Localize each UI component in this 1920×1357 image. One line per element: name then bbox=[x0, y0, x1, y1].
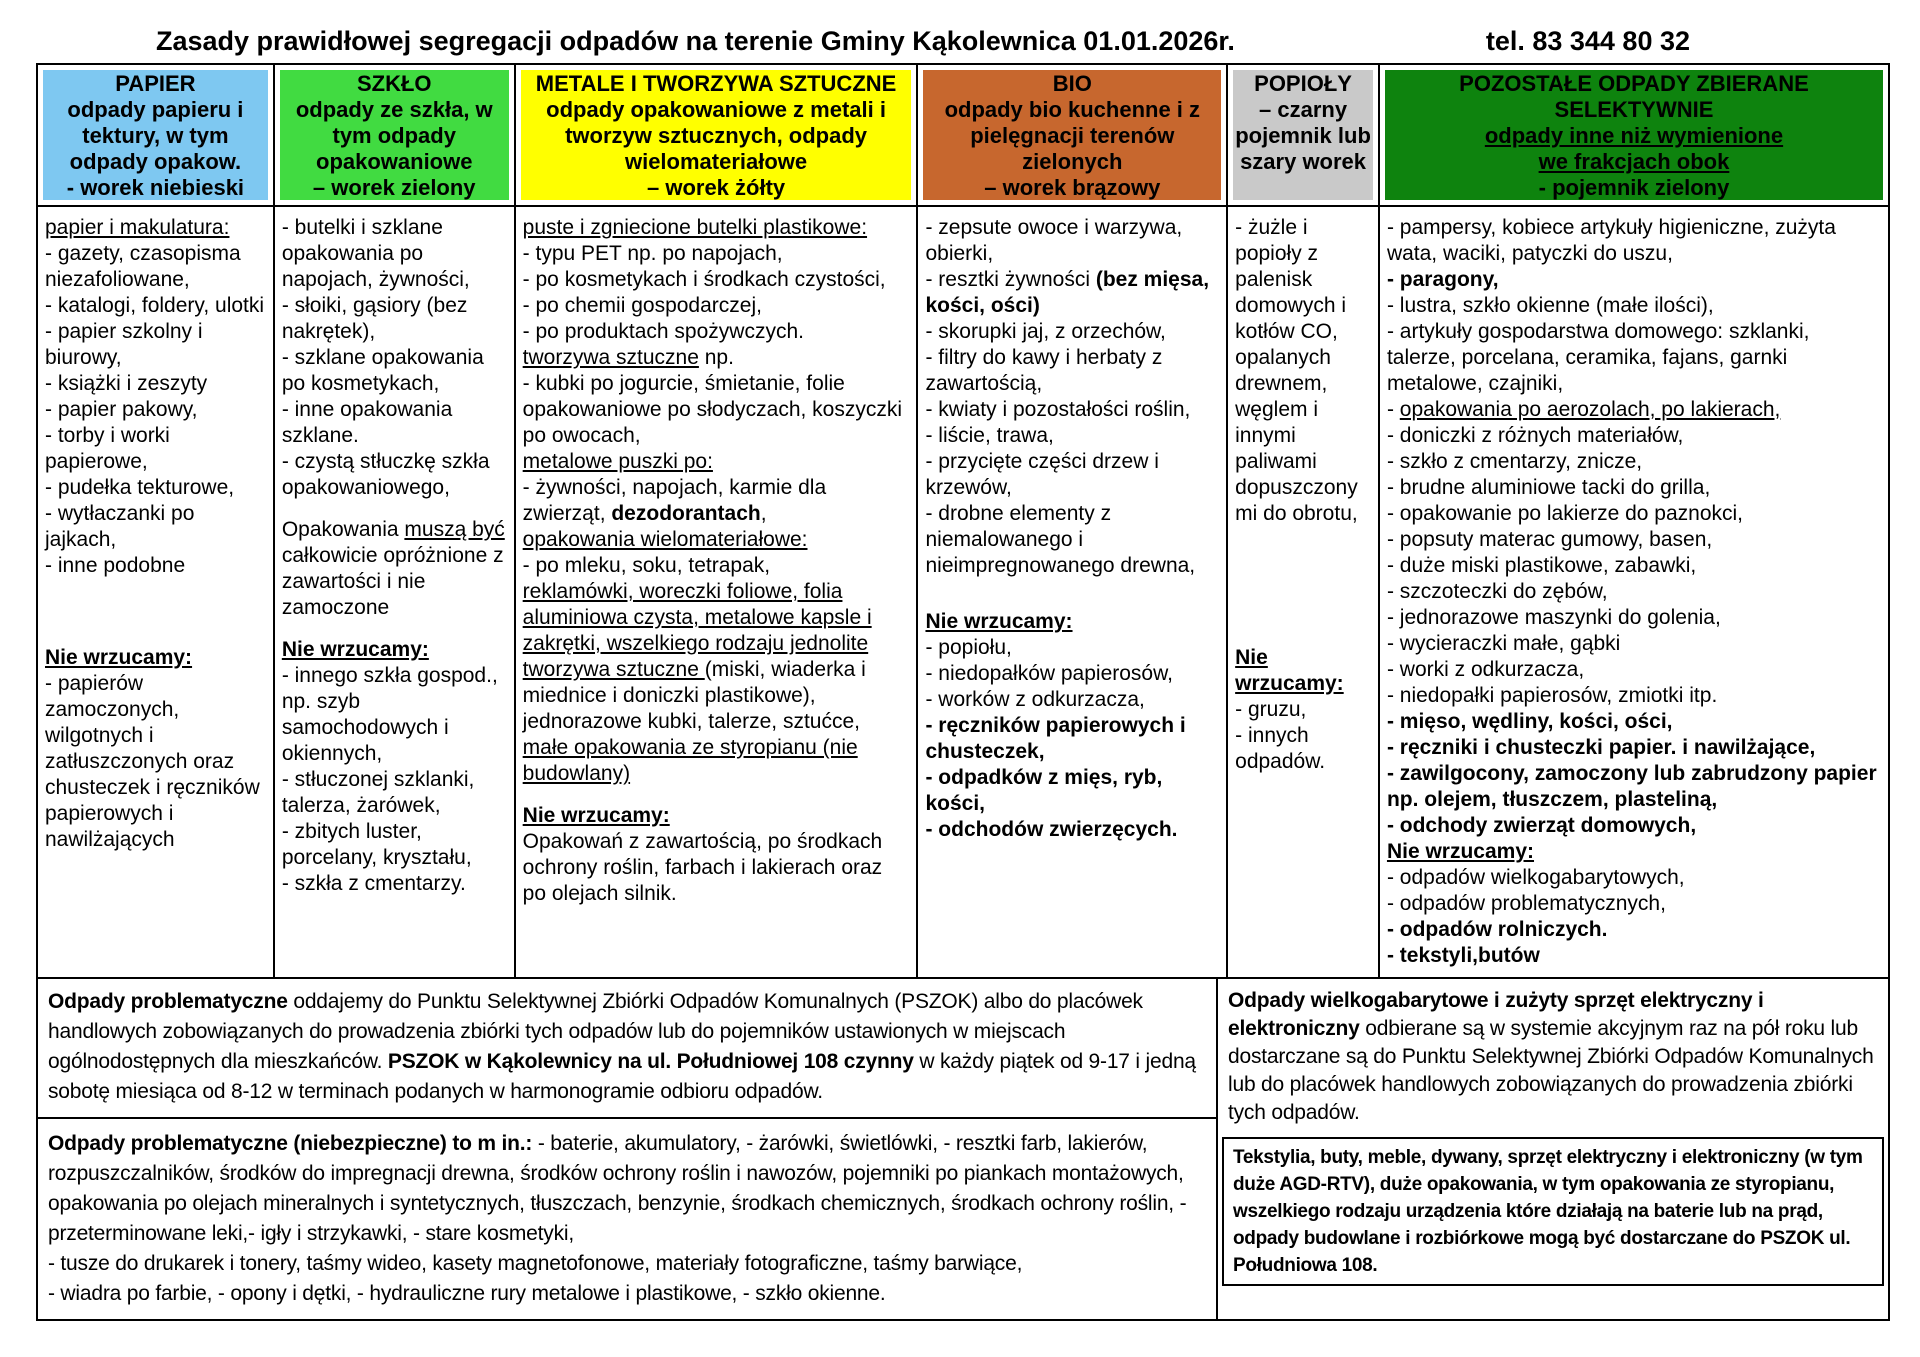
list-item: metalowe puszki po: bbox=[522, 450, 713, 473]
list-item: - mięso, wędliny, kości, ości, bbox=[1386, 710, 1673, 733]
list-item: - odchodów zwierzęcych. bbox=[925, 818, 1178, 841]
list-item: opakowania wielomateriałowe: bbox=[522, 528, 808, 551]
list-item: - ręczników papierowych i chusteczek, bbox=[925, 714, 1186, 763]
column-body-bio bbox=[918, 207, 1228, 977]
list-item: - papierów zamoczonych, wilgotnych i zatłuszczonych oraz chusteczek i ręczników papierowych i nawilżających bbox=[45, 672, 260, 851]
list-item: Nie wrzucamy: bbox=[45, 646, 193, 669]
list-item: - katalogi, foldery, ulotki bbox=[45, 294, 265, 317]
list-item: Odpady problematyczne (niebezpieczne) to m in.: - baterie, akumulatory, - żarówki, świetlówki, - resztki farb, lakierów, rozpuszczalników, środków do impregnacji drewna, środków ochrony roślin i nawozów, pojemniki po piankach montażowych, opakowania po olejach mineralnych i syntetycznych, tłuszczach, benzynie, środkach chemicznych, środkach ochrony roślin, - przeterminowane leki,- igły i strzykawki, - stare kosmetyki, bbox=[48, 1132, 1187, 1245]
bottom-left-section bbox=[38, 979, 1218, 1319]
list-item: - torby i worki papierowe, bbox=[45, 424, 170, 473]
list-item: tworzywa sztuczne np. bbox=[522, 346, 734, 369]
column-body-metale bbox=[516, 207, 919, 977]
column-header-box-bio bbox=[923, 70, 1221, 200]
list-item: - po mleku, soku, tetrapak, bbox=[522, 554, 771, 577]
list-item: Opakowań z zawartością, po środkach ochrony roślin, farbach i lakierach oraz po olejach silnik. bbox=[522, 830, 883, 905]
list-item: - opakowanie po lakierze do paznokci, bbox=[1386, 502, 1743, 525]
column-header-bio bbox=[918, 65, 1228, 205]
list-item: - tekstyli,butów bbox=[1386, 944, 1540, 967]
list-item: - stłuczonej szklanki, talerza, żarówek, bbox=[281, 768, 475, 817]
list-item: - resztki żywności (bez mięsa, kości, ości) bbox=[925, 268, 1210, 317]
list-item: - odchody zwierząt domowych, bbox=[1386, 814, 1697, 837]
list-item: - szczoteczki do zębów, bbox=[1386, 580, 1608, 603]
column-header-szklo bbox=[275, 65, 516, 205]
list-item: - drobne elementy z niemalowanego i nieimpregnowanego drewna, bbox=[925, 502, 1196, 577]
list-item: - doniczki z różnych materiałów, bbox=[1386, 424, 1684, 447]
list-item: odpady opakowaniowe z metali i tworzyw sztucznych, odpady wielomateriałowe bbox=[546, 97, 886, 174]
list-item: - po kosmetykach i środkach czystości, bbox=[522, 268, 886, 291]
list-item: - szklane opakowania po kosmetykach, bbox=[281, 346, 484, 395]
list-item: odpady bio kuchenne i z pielęgnacji terenów zielonych bbox=[944, 97, 1201, 174]
list-item: - tusze do drukarek i tonery, taśmy wideo, kasety magnetofonowe, materiały fotograficzne, taśmy barwiące, bbox=[48, 1252, 1023, 1275]
list-item: - niedopałki papierosów, zmiotki itp. bbox=[1386, 684, 1718, 707]
list-item: odpady papieru i tektury, w tym odpady opakow. bbox=[67, 97, 244, 174]
list-item: - lustra, szkło okienne (małe ilości), bbox=[1386, 294, 1714, 317]
list-item: - liście, trawa, bbox=[925, 424, 1054, 447]
column-body-szklo bbox=[275, 207, 516, 977]
list-item: we frakcjach obok bbox=[1538, 149, 1730, 174]
list-item: - przycięte części drzew i krzewów, bbox=[925, 450, 1159, 499]
list-item: - kubki po jogurcie, śmietanie, folie opakowaniowe po słodyczach, koszyczki po owocach, bbox=[522, 372, 903, 447]
list-item: - zepsute owoce i warzywa, obierki, bbox=[925, 216, 1183, 265]
spacer bbox=[282, 621, 508, 637]
list-item: - innego szkła gospod., np. szyb samochodowych i okiennych, bbox=[281, 664, 498, 765]
column-body-papier bbox=[38, 207, 275, 977]
list-item: – worek żółty bbox=[646, 175, 786, 200]
list-item: - wytłaczanki po jajkach, bbox=[45, 502, 195, 551]
segregation-table bbox=[36, 63, 1890, 1321]
list-item: - czystą stłuczkę szkła opakowaniowego, bbox=[281, 450, 490, 499]
column-header-box-metale bbox=[521, 70, 912, 200]
list-item: - pampersy, kobiece artykuły higieniczne, zużyta wata, waciki, patyczki do uszu, bbox=[1386, 216, 1836, 265]
list-item: - zawilgocony, zamoczony lub zabrudzony papier np. olejem, tłuszczem, plasteliną, bbox=[1386, 762, 1877, 811]
list-item: - zbitych luster, porcelany, kryształu, bbox=[281, 820, 472, 869]
list-item: - gazety, czasopisma niezafoliowane, bbox=[45, 242, 241, 291]
title-row bbox=[36, 26, 1890, 63]
list-item: METALE I TWORZYWA SZTUCZNE bbox=[535, 71, 897, 96]
list-item: - popiołu, bbox=[925, 636, 1012, 659]
list-item: POZOSTAŁE ODPADY ZBIERANE bbox=[1459, 71, 1809, 96]
list-item: - szkła z cmentarzy. bbox=[281, 872, 466, 895]
list-item: - worek niebieski bbox=[66, 175, 245, 200]
list-item: PAPIER bbox=[115, 71, 196, 96]
list-item: - żywności, napojach, karmie dla zwierząt, dezodorantach, bbox=[522, 476, 827, 525]
list-item: SELEKTYWNIE bbox=[1554, 97, 1714, 122]
table-body-row bbox=[38, 207, 1888, 977]
list-item: Nie wrzucamy: bbox=[522, 804, 670, 827]
list-item: Nie wrzucamy: bbox=[925, 610, 1073, 633]
list-item: - butelki i szklane opakowania po napojach, żywności, bbox=[281, 216, 470, 291]
list-item: - książki i zeszyty bbox=[45, 372, 208, 395]
phone-number: tel. 83 344 80 32 bbox=[1485, 26, 1690, 56]
column-header-papier bbox=[38, 65, 275, 205]
list-item: - innych odpadów. bbox=[1235, 724, 1326, 773]
spacer bbox=[925, 579, 1220, 609]
list-item: Nie wrzucamy: bbox=[1386, 840, 1535, 863]
list-item: - pojemnik zielony bbox=[1538, 175, 1730, 200]
list-item: - kwiaty i pozostałości roślin, bbox=[925, 398, 1191, 421]
bottom-right-section bbox=[1218, 979, 1888, 1319]
list-item: BIO bbox=[1052, 71, 1092, 96]
list-item: - inne opakowania szklane. bbox=[281, 398, 453, 447]
list-item: - jednorazowe maszynki do golenia, bbox=[1386, 606, 1721, 629]
list-item: - odpadów problematycznych, bbox=[1386, 892, 1666, 915]
list-item: - opakowania po aerozolach, po lakierach, bbox=[1386, 398, 1781, 421]
column-header-box-papier bbox=[43, 70, 268, 200]
column-body-pozostale bbox=[1380, 207, 1888, 977]
column-header-box-szklo bbox=[280, 70, 509, 200]
spacer bbox=[282, 501, 508, 517]
textiles-pszok-box bbox=[1222, 1137, 1884, 1286]
column-header-box-popioly bbox=[1233, 70, 1373, 200]
list-item: Odpady wielkogabarytowe i zużyty sprzęt elektryczny i elektroniczny odbierane są w systemie akcyjnym raz na pół roku lub dostarczane są do Punktu Selektywnej Zbiórki Odpadów Komunalnych lub do placówek handlowych zobowiązanych do prowadzenia zbiórki tych odpadów. bbox=[1228, 989, 1874, 1124]
list-item: reklamówki, woreczki foliowe, folia aluminiowa czysta, metalowe kapsle i zakrętki, wszelkiego rodzaju jednolite tworzywa sztuczne (miski, wiaderka i miednice i doniczki plastikowe), jednorazowe kubki, talerze, sztućce, małe opakowania ze styropianu (nie budowlany) bbox=[522, 580, 872, 785]
list-item: SZKŁO bbox=[356, 71, 432, 96]
list-item: - inne podobne bbox=[45, 554, 186, 577]
list-item: Tekstylia, buty, meble, dywany, sprzęt elektryczny i elektroniczny (w tym duże AGD-RTV), duże opakowania, w tym opakowania ze styropianu, wszelkiego rodzaju urządzenia które działają na baterie lub na prąd, odpady budowlane i rozbiórkowe mogą być dostarczane do PSZOK ul. Południowa 108. bbox=[1233, 1147, 1863, 1276]
list-item: - pudełka tekturowe, bbox=[45, 476, 235, 499]
list-item: - słoiki, gąsiory (bez nakrętek), bbox=[281, 294, 468, 343]
page-title: Zasady prawidłowej segregacji odpadów na terenie Gminy Kąkolewnica 01.01.2026r. bbox=[156, 26, 1235, 56]
spacer bbox=[523, 787, 911, 803]
list-item: Opakowania muszą być całkowicie opróżnione z zawartości i nie zamoczone bbox=[281, 518, 505, 619]
list-item: - filtry do kawy i herbaty z zawartością, bbox=[925, 346, 1163, 395]
list-item: - paragony, bbox=[1386, 268, 1499, 291]
column-body-popioly bbox=[1228, 207, 1380, 977]
list-item: - odpadów wielkogabarytowych, bbox=[1386, 866, 1685, 889]
list-item: – worek brązowy bbox=[984, 175, 1161, 200]
list-item: - papier pakowy, bbox=[45, 398, 198, 421]
column-header-pozostale bbox=[1380, 65, 1888, 205]
table-header-row bbox=[38, 65, 1888, 207]
list-item: - żużle i popioły z palenisk domowych i kotłów CO, opalanych drewnem, węglem i innymi paliwami dopuszczonymi do obrotu, bbox=[1235, 216, 1358, 525]
column-header-popioly bbox=[1228, 65, 1380, 205]
list-item: - odpadków z mięs, ryb, kości, bbox=[925, 766, 1163, 815]
list-item: - wiadra po farbie, - opony i dętki, - hydrauliczne rury metalowe i plastikowe, - szkło okienne. bbox=[48, 1282, 886, 1305]
list-item: - worki z odkurzacza, bbox=[1386, 658, 1585, 681]
spacer bbox=[45, 579, 267, 645]
column-header-box-pozostale bbox=[1385, 70, 1883, 200]
list-item: - duże miski plastikowe, zabawki, bbox=[1386, 554, 1697, 577]
list-item: odpady inne niż wymienione bbox=[1484, 123, 1784, 148]
list-item: – czarny pojemnik lub szary worek bbox=[1235, 97, 1371, 174]
list-item: - niedopałków papierosów, bbox=[925, 662, 1173, 685]
list-item: – worek zielony bbox=[312, 175, 476, 200]
list-item: - artykuły gospodarstwa domowego: szklanki, talerze, porcelana, ceramika, fajans, garnki metalowe, czajniki, bbox=[1386, 320, 1810, 395]
list-item: Odpady problematyczne oddajemy do Punktu Selektywnej Zbiórki Odpadów Komunalnych (PSZOK) albo do placówek handlowych zobowiązanych do prowadzenia zbiórki tych odpadów lub do pojemników ustawionych w miejscach ogólnodostępnych dla mieszkańców. PSZOK w Kąkolewnicy na ul. Południowej 108 czynny w każdy piątek od 9-17 i jedną sobotę miesiąca od 8-12 w terminach podanych w harmonogramie odbioru odpadów. bbox=[48, 990, 1196, 1103]
list-item: - po produktach spożywczych. bbox=[522, 320, 804, 343]
bulky-waste-info bbox=[1218, 979, 1888, 1133]
list-item: - papier szkolny i biurowy, bbox=[45, 320, 203, 369]
list-item: - ręczniki i chusteczki papier. i nawilżające, bbox=[1386, 736, 1816, 759]
problematic-waste-list bbox=[38, 1119, 1216, 1317]
list-item: - gruzu, bbox=[1235, 698, 1307, 721]
list-item: - wycieraczki małe, gąbki bbox=[1386, 632, 1621, 655]
list-item: - odpadów rolniczych. bbox=[1386, 918, 1608, 941]
list-item: - popsuty materac gumowy, basen, bbox=[1386, 528, 1713, 551]
list-item: POPIOŁY bbox=[1254, 71, 1352, 96]
list-item: - worków z odkurzacza, bbox=[925, 688, 1145, 711]
list-item: puste i zgniecione butelki plastikowe: bbox=[522, 216, 868, 239]
problematic-waste-info bbox=[38, 979, 1216, 1119]
list-item: - brudne aluminiowe tacki do grilla, bbox=[1386, 476, 1711, 499]
list-item: - skorupki jaj, z orzechów, bbox=[925, 320, 1166, 343]
list-item: Nie wrzucamy: bbox=[281, 638, 429, 661]
list-item: papier i makulatura: bbox=[45, 216, 230, 239]
list-item: - typu PET np. po napojach, bbox=[522, 242, 783, 265]
list-item: - po chemii gospodarczej, bbox=[522, 294, 762, 317]
table-bottom-row bbox=[38, 977, 1888, 1319]
list-item: - szkło z cmentarzy, znicze, bbox=[1386, 450, 1643, 473]
list-item: odpady ze szkła, w tym odpady opakowaniowe bbox=[295, 97, 493, 174]
column-header-metale bbox=[516, 65, 919, 205]
list-item: Nie wrzucamy: bbox=[1235, 646, 1344, 695]
spacer bbox=[1235, 527, 1372, 645]
